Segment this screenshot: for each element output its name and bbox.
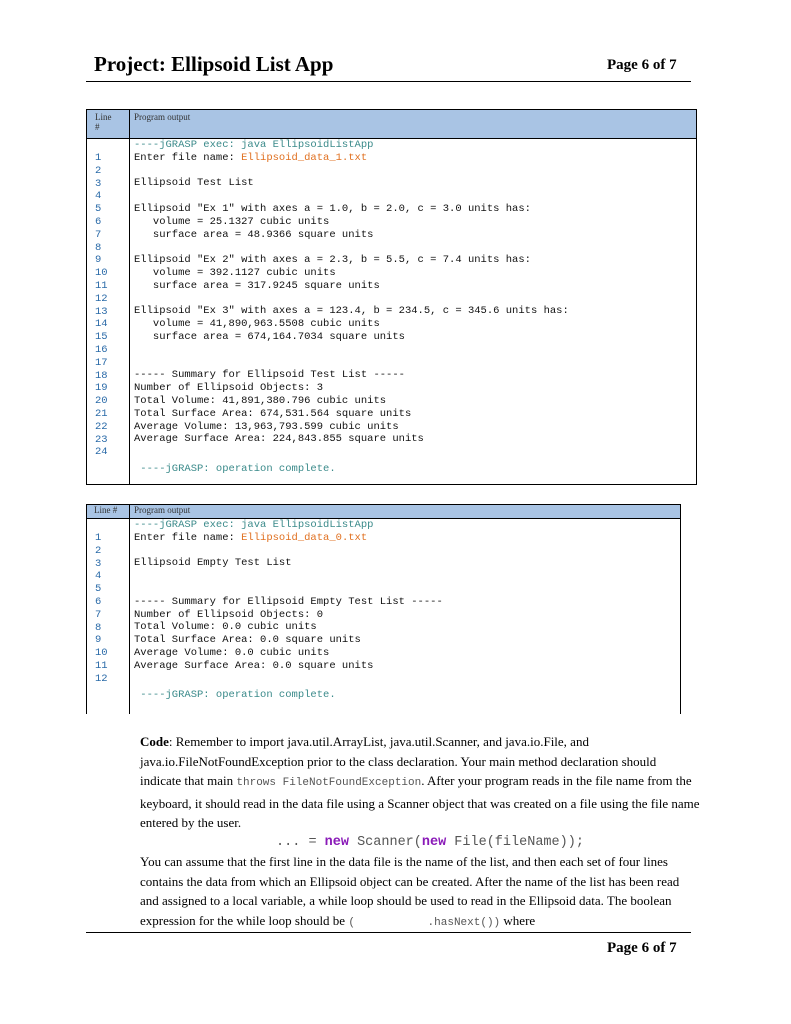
output-text: Total Volume: 41,891,380.796 cubic units — [134, 394, 387, 407]
output-line — [134, 177, 569, 190]
output-line — [134, 634, 443, 647]
output-line — [134, 152, 569, 165]
output-text: Average Surface Area: 224,843.855 square units — [134, 433, 424, 446]
line-number: 1 — [95, 532, 102, 544]
output-text: Average Volume: 13,963,793.599 cubic units — [134, 420, 399, 433]
line-number: 13 — [95, 305, 108, 318]
output-line — [134, 596, 443, 609]
line-number: 20 — [95, 395, 108, 408]
line-number: 18 — [95, 369, 108, 382]
line-number: 14 — [95, 318, 108, 331]
line-number: 8 — [95, 241, 102, 254]
code-text: File(fileName)); — [446, 834, 584, 850]
line-number: 10 — [95, 267, 108, 280]
line-number: 19 — [95, 382, 108, 395]
output-text: ----- Summary for Ellipsoid Empty Test List ----- — [134, 595, 443, 608]
output-line — [134, 357, 569, 370]
output-line — [134, 305, 569, 318]
paragraph-text: You can assume that the first line in the data file is the name of the list, and then each set of four lines contains the data from which an Ellipsoid object can be created. After the name of the list has been read and assigned to a local variable, a while loop should be used to read in the Ellipsoid data. The boolean expression for the while loop should be — [140, 854, 680, 928]
line-number: 5 — [95, 583, 102, 596]
header-rule — [86, 81, 691, 82]
column-divider — [129, 505, 130, 714]
output-text: surface area = 674,164.7034 square units — [134, 330, 405, 343]
code-instructions — [140, 732, 700, 933]
line-number: 9 — [95, 254, 102, 267]
output-line — [134, 570, 443, 583]
output-line — [134, 369, 569, 382]
header-title: Project: Ellipsoid List App — [94, 52, 334, 76]
output-line — [134, 446, 569, 459]
paragraph-text: . After your program reads in the file name from the keyboard, it should read in the data file using a Scanner object that was created on a file using the file name entered by the user. — [140, 773, 700, 830]
code-example — [140, 833, 700, 853]
output-line — [134, 344, 569, 357]
output-text: volume = 41,890,963.5508 cubic units — [134, 318, 380, 331]
line-numbers — [95, 152, 108, 459]
output-table-2 — [86, 504, 681, 714]
header-page-number: Page 6 of 7 — [607, 57, 677, 73]
output-text: Total Surface Area: 0.0 square units — [134, 634, 361, 647]
output-text: Enter file name: — [134, 531, 242, 544]
output-text: ----- Summary for Ellipsoid Test List ----- — [134, 369, 405, 382]
output-text: Average Volume: 0.0 cubic units — [134, 646, 330, 659]
output-line — [134, 216, 569, 229]
output-table-1 — [86, 109, 697, 485]
inline-code: throws FileNotFoundException — [236, 777, 422, 789]
line-number: 10 — [95, 647, 108, 660]
line-number: 4 — [95, 570, 102, 583]
output-line — [134, 318, 569, 331]
output-line — [134, 229, 569, 242]
output-text: Total Volume: 0.0 cubic units — [134, 621, 317, 634]
output-line — [134, 583, 443, 596]
line-number: 21 — [95, 407, 108, 420]
program-output — [134, 139, 569, 476]
line-number: 4 — [95, 190, 102, 203]
file-name: Ellipsoid_data_0.txt — [241, 531, 368, 544]
keyword: new — [324, 834, 349, 850]
line-number: 23 — [95, 433, 108, 446]
keyword: new — [421, 834, 447, 850]
line-number: 17 — [95, 356, 108, 369]
footer-rule — [86, 932, 691, 933]
line-number: 16 — [95, 343, 108, 356]
output-line — [134, 545, 443, 558]
line-number: 8 — [95, 621, 102, 634]
output-text: surface area = 48.9366 square units — [134, 228, 374, 241]
output-line — [134, 165, 569, 178]
line-number: 22 — [95, 420, 108, 433]
exec-line: ----jGRASP exec: java EllipsoidListApp — [134, 139, 374, 151]
column-header-output: Program output — [134, 112, 191, 122]
line-number: 12 — [95, 672, 108, 685]
line-number: 6 — [95, 215, 102, 228]
output-line — [134, 660, 443, 673]
code-label: Code — [140, 734, 169, 749]
line-number: 11 — [95, 659, 108, 672]
output-line — [134, 190, 569, 203]
column-header-line: Line # — [95, 112, 112, 132]
output-line — [134, 647, 443, 660]
line-number: 5 — [95, 203, 102, 216]
output-text: Ellipsoid "Ex 2" with axes a = 2.3, b = 5.5, c = 7.4 units has: — [134, 254, 531, 267]
output-line — [134, 203, 569, 216]
file-name: Ellipsoid_data_1.txt — [241, 151, 368, 164]
output-text: Ellipsoid Empty Test List — [134, 557, 292, 570]
line-number: 9 — [95, 634, 102, 647]
output-line — [134, 408, 569, 421]
paragraph-text: : Remember to import java.util.ArrayList, java.util.Scanner, and java.io.File, and java.io.FileNotFoundException prior to the class declaration. Your main method declaration should indicate that main — [140, 734, 657, 788]
output-line — [134, 241, 569, 254]
output-line — [134, 382, 569, 395]
operation-complete-line: ----jGRASP: operation complete. — [134, 462, 336, 475]
paragraph-2 — [140, 852, 700, 933]
line-number: 7 — [95, 608, 102, 621]
line-number: 1 — [95, 152, 102, 164]
code-text: ... = — [276, 834, 325, 850]
output-line — [134, 433, 569, 446]
line-number: 24 — [95, 446, 108, 459]
exec-line: ----jGRASP exec: java EllipsoidListApp — [134, 519, 374, 531]
line-number: 11 — [95, 279, 108, 292]
output-line — [134, 267, 569, 280]
line-number: 7 — [95, 228, 102, 241]
inline-code: ( .hasNext()) — [348, 916, 501, 929]
output-line — [134, 293, 569, 306]
column-divider — [129, 110, 130, 484]
footer-page-number: Page 6 of 7 — [607, 940, 677, 956]
column-header-line: Line # — [94, 505, 118, 515]
line-number: 3 — [95, 177, 102, 190]
line-number: 3 — [95, 557, 102, 570]
output-text: Ellipsoid Test List — [134, 177, 254, 190]
output-text: volume = 392.1127 cubic units — [134, 266, 336, 279]
output-text: Ellipsoid "Ex 1" with axes a = 1.0, b = 2.0, c = 3.0 units has: — [134, 202, 531, 215]
output-text: Number of Ellipsoid Objects: 0 — [134, 608, 324, 621]
output-line — [134, 331, 569, 344]
line-numbers — [95, 532, 108, 686]
program-output — [134, 519, 443, 702]
line-number: 6 — [95, 595, 102, 608]
output-line — [134, 421, 569, 434]
code-text: Scanner( — [348, 834, 422, 850]
output-line — [134, 609, 443, 622]
output-text: Ellipsoid "Ex 3" with axes a = 123.4, b = 234.5, c = 345.6 units has: — [134, 305, 569, 318]
output-line — [134, 673, 443, 686]
output-text: Number of Ellipsoid Objects: 3 — [134, 382, 324, 395]
output-text: volume = 25.1327 cubic units — [134, 215, 330, 228]
output-text: Total Surface Area: 674,531.564 square units — [134, 407, 412, 420]
output-line — [134, 280, 569, 293]
output-line — [134, 557, 443, 570]
column-header-output: Program output — [134, 505, 191, 515]
output-line — [134, 621, 443, 634]
line-number: 15 — [95, 331, 108, 344]
line-number: 12 — [95, 292, 108, 305]
output-text: Average Surface Area: 0.0 square units — [134, 659, 374, 672]
output-text: Enter file name: — [134, 151, 242, 164]
line-number: 2 — [95, 544, 102, 557]
line-number: 2 — [95, 164, 102, 177]
paragraph-1 — [140, 732, 700, 833]
output-line — [134, 254, 569, 267]
output-line — [134, 395, 569, 408]
output-line — [134, 532, 443, 545]
paragraph-text: where — [500, 912, 536, 928]
operation-complete-line: ----jGRASP: operation complete. — [134, 689, 336, 702]
output-text: surface area = 317.9245 square units — [134, 279, 380, 292]
